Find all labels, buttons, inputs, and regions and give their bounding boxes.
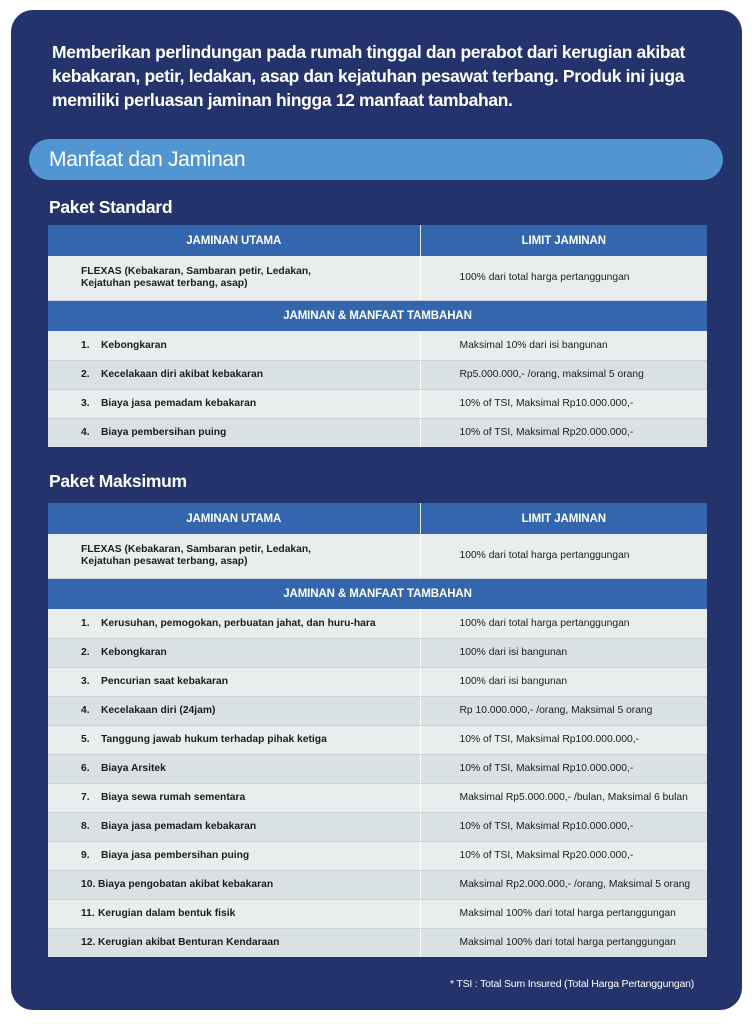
intro-text: Memberikan perlindungan pada rumah tinggal dan perabot dari kerugian akibat kebakaran, petir, ledakan, asap dan kejatuhan pesawat terbang. Produk ini juga memiliki perluasan jaminan hingga 12 manfaat tambahan. [52, 42, 686, 110]
table-row [48, 928, 707, 957]
main-coverage-limit: 100% dari total harga pertanggungan [420, 534, 707, 578]
benefit-number: 4. [81, 427, 90, 439]
table-row [48, 418, 707, 447]
benefits-table-maksimum [48, 503, 707, 957]
table-row-main-coverage [48, 534, 707, 578]
benefit-limit: 10% of TSI, Maksimal Rp20.000.000,- [420, 841, 707, 870]
benefit-name-cell [48, 899, 420, 928]
benefit-name-cell [48, 812, 420, 841]
benefit-limit: 10% of TSI, Maksimal Rp10.000.000,- [420, 389, 707, 418]
benefit-limit: Maksimal 100% dari total harga pertanggungan [420, 928, 707, 957]
benefit-limit: 10% of TSI, Maksimal Rp20.000.000,- [420, 418, 707, 447]
benefit-number: 7. [81, 792, 90, 803]
benefit-limit: Maksimal 10% dari isi bangunan [420, 331, 707, 360]
table-header-row [48, 503, 707, 534]
table-row [48, 754, 707, 783]
table-row [48, 667, 707, 696]
table-row [48, 389, 707, 418]
additional-benefits-header: JAMINAN & MANFAAT TAMBAHAN [48, 300, 707, 331]
benefit-name-cell [48, 870, 420, 899]
benefit-name-cell [48, 783, 420, 812]
benefit-limit: Rp 10.000.000,- /orang, Maksimal 5 orang [420, 696, 707, 725]
table-row [48, 725, 707, 754]
column-header-limit: LIMIT JAMINAN [420, 225, 707, 256]
benefit-name-cell [48, 754, 420, 783]
benefit-name: Biaya jasa pemadam kebakaran [101, 398, 257, 409]
table-row [48, 841, 707, 870]
additional-benefits-header: JAMINAN & MANFAAT TAMBAHAN [48, 578, 707, 609]
benefit-name-cell [48, 331, 420, 360]
main-coverage-limit: 100% dari total harga pertanggungan [420, 256, 707, 300]
table-row [48, 696, 707, 725]
benefit-name-cell [48, 389, 420, 418]
package-title-maksimum: Paket Maksimum [49, 471, 187, 491]
benefit-name-cell [48, 841, 420, 870]
column-header-limit: LIMIT JAMINAN [420, 503, 707, 534]
package-title-standard: Paket Standard [49, 197, 173, 217]
benefit-name: Kecelakaan diri (24jam) [101, 705, 216, 716]
benefit-name-cell [48, 696, 420, 725]
table-header-row [48, 225, 707, 256]
benefit-number: 1. [81, 617, 90, 629]
table-row [48, 899, 707, 928]
benefit-number: 1. [81, 339, 90, 351]
benefit-number: 12. [81, 937, 96, 949]
benefit-number: 10. [81, 879, 96, 890]
benefit-limit: 100% dari isi bangunan [420, 638, 707, 667]
benefit-name: Tanggung jawab hukum terhadap pihak ketiga [101, 734, 327, 745]
main-coverage-line2: Kejatuhan pesawat terbang, asap) [81, 277, 248, 289]
table-row [48, 783, 707, 812]
benefit-name-cell [48, 609, 420, 638]
benefit-limit: 100% dari isi bangunan [420, 667, 707, 696]
benefit-name-cell [48, 638, 420, 667]
benefit-name: Biaya jasa pembersihan puing [101, 850, 250, 861]
benefit-limit: 10% of TSI, Maksimal Rp100.000.000,- [420, 725, 707, 754]
table-subheader-row [48, 300, 707, 331]
benefit-number: 3. [81, 398, 90, 409]
main-coverage-line1: FLEXAS (Kebakaran, Sambaran petir, Ledakan, [81, 543, 312, 555]
table-row [48, 812, 707, 841]
benefit-number: 2. [81, 647, 90, 658]
benefit-number: 2. [81, 369, 90, 380]
main-coverage-cell [48, 534, 420, 578]
table-row [48, 331, 707, 360]
benefit-name: Kerugian dalam bentuk fisik [98, 908, 236, 919]
benefit-name: Kebongkaran [101, 647, 167, 658]
main-coverage-cell [48, 256, 420, 300]
benefit-number: 9. [81, 850, 90, 861]
table-row [48, 609, 707, 638]
benefit-limit: Maksimal Rp2.000.000,- /orang, Maksimal 5 orang [420, 870, 707, 899]
benefit-number: 5. [81, 734, 90, 745]
benefit-name: Biaya Arsitek [101, 763, 166, 774]
benefit-name: Kebongkaran [101, 339, 167, 351]
table-row [48, 638, 707, 667]
table-row [48, 870, 707, 899]
benefit-name: Biaya pembersihan puing [101, 427, 227, 439]
benefit-name-cell [48, 418, 420, 447]
main-coverage-line1: FLEXAS (Kebakaran, Sambaran petir, Ledakan, [81, 265, 312, 277]
benefit-number: 4. [81, 705, 90, 716]
benefit-number: 8. [81, 821, 90, 832]
section-title: Manfaat dan Jaminan [49, 148, 246, 171]
main-coverage-line2: Kejatuhan pesawat terbang, asap) [81, 555, 248, 567]
benefit-limit: 10% of TSI, Maksimal Rp10.000.000,- [420, 754, 707, 783]
column-header-main-coverage: JAMINAN UTAMA [48, 225, 420, 256]
table-row [48, 360, 707, 389]
benefit-name: Biaya jasa pemadam kebakaran [101, 821, 257, 832]
column-header-main-coverage: JAMINAN UTAMA [48, 503, 420, 534]
benefit-limit: Rp5.000.000,- /orang, maksimal 5 orang [420, 360, 707, 389]
benefit-name: Pencurian saat kebakaran [101, 676, 229, 687]
benefit-name-cell [48, 667, 420, 696]
benefit-limit: Maksimal Rp5.000.000,- /bulan, Maksimal 6 bulan [420, 783, 707, 812]
benefit-name-cell [48, 725, 420, 754]
benefit-name: Biaya pengobatan akibat kebakaran [98, 879, 274, 890]
benefits-table-standard [48, 225, 707, 447]
benefit-name: Kecelakaan diri akibat kebakaran [101, 369, 263, 380]
benefit-limit: 100% dari total harga pertanggungan [420, 609, 707, 638]
benefit-number: 6. [81, 763, 90, 774]
benefit-limit: 10% of TSI, Maksimal Rp10.000.000,- [420, 812, 707, 841]
benefit-number: 3. [81, 676, 90, 687]
table-row-main-coverage [48, 256, 707, 300]
benefit-name-cell [48, 928, 420, 957]
benefit-name: Kerusuhan, pemogokan, perbuatan jahat, dan huru-hara [101, 617, 376, 629]
benefit-limit: Maksimal 100% dari total harga pertanggungan [420, 899, 707, 928]
benefit-name: Kerugian akibat Benturan Kendaraan [98, 937, 280, 949]
footnote-tsi: * TSI : Total Sum Insured (Total Harga Pertanggungan) [450, 978, 695, 990]
benefit-name-cell [48, 360, 420, 389]
table-subheader-row [48, 578, 707, 609]
benefit-number: 11. [81, 908, 95, 919]
benefit-name: Biaya sewa rumah sementara [101, 792, 246, 803]
